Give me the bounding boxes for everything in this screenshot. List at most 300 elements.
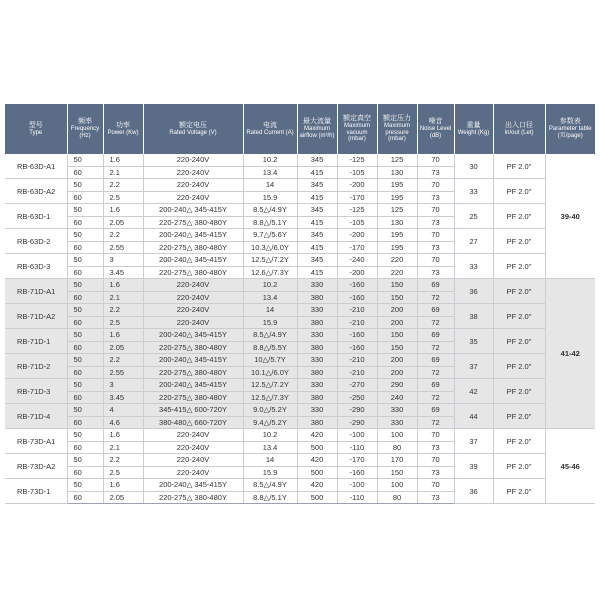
power-cell: 3.45 [103,391,143,404]
port-cell: PF 2.0" [493,354,545,379]
vacuum-cell: -160 [337,329,377,342]
pressure-cell: 150 [377,279,417,292]
column-header-en: Weight (Kg) [457,129,490,136]
current-cell: 12.6△/7.3Y [243,266,297,279]
column-header-zh: 频率 [78,118,92,126]
vacuum-cell: -210 [337,366,377,379]
vacuum-cell: -170 [337,454,377,467]
page-ref-cell: 41-42 [545,279,595,429]
airflow-cell: 380 [297,416,337,429]
noise-cell: 73 [417,166,454,179]
current-cell: 15.9 [243,191,297,204]
column-header [103,104,143,154]
pressure-cell: 290 [377,379,417,392]
column-header [297,104,337,154]
power-cell: 2.5 [103,316,143,329]
power-cell: 1.6 [103,479,143,492]
port-cell: PF 2.0" [493,379,545,404]
table-row [5,404,595,417]
model-cell: RB-71D-2 [5,354,67,379]
current-cell: 12.5△/7.3Y [243,391,297,404]
power-cell: 2.1 [103,441,143,454]
table-row [5,279,595,292]
noise-cell: 72 [417,291,454,304]
voltage-cell: 220-240V [143,179,243,192]
column-header [377,104,417,154]
vacuum-cell: -160 [337,341,377,354]
power-cell: 2.05 [103,491,143,504]
vacuum-cell: -240 [337,254,377,267]
noise-cell: 70 [417,229,454,242]
vacuum-cell: -160 [337,291,377,304]
voltage-cell: 220-240V [143,429,243,442]
column-header [417,104,454,154]
frequency-cell: 50 [67,304,103,317]
weight-cell: 33 [454,254,493,279]
current-cell: 8.8△/5.1Y [243,216,297,229]
pressure-cell: 195 [377,191,417,204]
current-cell: 10.2 [243,154,297,166]
column-header-en: Maximum vacuum (mbar) [343,122,370,143]
airflow-cell: 415 [297,191,337,204]
vacuum-cell: -200 [337,229,377,242]
frequency-cell: 60 [67,266,103,279]
frequency-cell: 50 [67,404,103,417]
vacuum-cell: -210 [337,304,377,317]
current-cell: 9.7△/5.6Y [243,229,297,242]
frequency-cell: 60 [67,366,103,379]
noise-cell: 73 [417,191,454,204]
column-header [545,104,595,154]
voltage-cell: 200-240△ 345-415Y [143,254,243,267]
model-cell: RB-71D-4 [5,404,67,429]
current-cell: 14 [243,179,297,192]
column-header-zh: 电流 [263,121,277,129]
current-cell: 10△/5.7Y [243,354,297,367]
power-cell: 2.1 [103,291,143,304]
airflow-cell: 330 [297,279,337,292]
airflow-cell: 330 [297,354,337,367]
current-cell: 13.4 [243,441,297,454]
current-cell: 8.5△/4.9Y [243,479,297,492]
pressure-cell: 220 [377,254,417,267]
power-cell: 1.6 [103,429,143,442]
frequency-cell: 60 [67,216,103,229]
port-cell: PF 2.0" [493,179,545,204]
port-cell: PF 2.0" [493,154,545,179]
pressure-cell: 150 [377,291,417,304]
airflow-cell: 380 [297,341,337,354]
frequency-cell: 60 [67,441,103,454]
noise-cell: 69 [417,329,454,342]
voltage-cell: 220-240V [143,316,243,329]
vacuum-cell: -160 [337,279,377,292]
voltage-cell: 220-240V [143,191,243,204]
airflow-cell: 500 [297,466,337,479]
current-cell: 8.5△/4.9Y [243,204,297,217]
airflow-cell: 345 [297,254,337,267]
current-cell: 8.8△/5.1Y [243,491,297,504]
current-cell: 15.9 [243,316,297,329]
table-row [5,204,595,217]
column-header-en: Rated Current (A) [246,129,294,136]
vacuum-cell: -250 [337,391,377,404]
voltage-cell: 220-240V [143,154,243,166]
frequency-cell: 50 [67,204,103,217]
pressure-cell: 240 [377,391,417,404]
pressure-cell: 195 [377,241,417,254]
frequency-cell: 50 [67,179,103,192]
frequency-cell: 60 [67,241,103,254]
airflow-cell: 345 [297,229,337,242]
model-cell: RB-63D-2 [5,229,67,254]
voltage-cell: 200-240△ 345-415Y [143,379,243,392]
column-header-en: Parameter table (页/page) [548,126,592,140]
column-header [454,104,493,154]
column-header [67,104,103,154]
current-cell: 8.8△/5.5Y [243,341,297,354]
frequency-cell: 50 [67,354,103,367]
column-header [5,104,67,154]
frequency-cell: 60 [67,191,103,204]
power-cell: 1.6 [103,279,143,292]
frequency-cell: 60 [67,416,103,429]
current-cell: 13.4 [243,291,297,304]
noise-cell: 70 [417,154,454,166]
vacuum-cell: -100 [337,479,377,492]
table-row [5,304,595,317]
vacuum-cell: -160 [337,466,377,479]
frequency-cell: 60 [67,491,103,504]
airflow-cell: 380 [297,291,337,304]
airflow-cell: 330 [297,404,337,417]
weight-cell: 42 [454,379,493,404]
model-cell: RB-63D-A2 [5,179,67,204]
power-cell: 2.2 [103,304,143,317]
frequency-cell: 50 [67,154,103,166]
pressure-cell: 125 [377,154,417,166]
weight-cell: 37 [454,429,493,454]
airflow-cell: 420 [297,454,337,467]
power-cell: 2.05 [103,341,143,354]
pressure-cell: 150 [377,466,417,479]
frequency-cell: 50 [67,379,103,392]
frequency-cell: 60 [67,341,103,354]
table-row [5,379,595,392]
table-row [5,229,595,242]
model-cell: RB-71D-1 [5,329,67,354]
header-row [5,104,595,154]
table-row [5,354,595,367]
noise-cell: 72 [417,341,454,354]
noise-cell: 73 [417,466,454,479]
column-header-zh: 额定压力 [383,114,411,122]
voltage-cell: 200-240△ 345-415Y [143,329,243,342]
weight-cell: 38 [454,304,493,329]
port-cell: PF 2.0" [493,279,545,304]
table-row [5,254,595,267]
airflow-cell: 415 [297,241,337,254]
power-cell: 2.5 [103,466,143,479]
pressure-cell: 150 [377,341,417,354]
current-cell: 14 [243,454,297,467]
port-cell: PF 2.0" [493,254,545,279]
airflow-cell: 380 [297,316,337,329]
column-header-en: Maximum pressure (mbar) [383,122,410,143]
power-cell: 2.55 [103,366,143,379]
power-cell: 2.2 [103,229,143,242]
noise-cell: 69 [417,279,454,292]
column-header [493,104,545,154]
pressure-cell: 170 [377,454,417,467]
vacuum-cell: -270 [337,379,377,392]
airflow-cell: 330 [297,329,337,342]
port-cell: PF 2.0" [493,229,545,254]
frequency-cell: 50 [67,429,103,442]
pressure-cell: 125 [377,204,417,217]
voltage-cell: 220-275△ 380-480Y [143,366,243,379]
column-header [243,104,297,154]
column-header-zh: 噪音 [428,118,443,126]
table-row [5,454,595,467]
model-cell: RB-71D-A2 [5,304,67,329]
column-header [337,104,377,154]
vacuum-cell: -125 [337,154,377,166]
noise-cell: 69 [417,304,454,317]
pressure-cell: 200 [377,316,417,329]
noise-cell: 73 [417,441,454,454]
vacuum-cell: -210 [337,354,377,367]
pressure-cell: 100 [377,429,417,442]
vacuum-cell: -200 [337,266,377,279]
power-cell: 4 [103,404,143,417]
power-cell: 2.05 [103,216,143,229]
port-cell: PF 2.0" [493,404,545,429]
vacuum-cell: -105 [337,166,377,179]
voltage-cell: 200-240△ 345-415Y [143,354,243,367]
frequency-cell: 60 [67,316,103,329]
noise-cell: 73 [417,491,454,504]
vacuum-cell: -170 [337,191,377,204]
pressure-cell: 200 [377,304,417,317]
port-cell: PF 2.0" [493,429,545,454]
column-header-zh: 功率 [116,121,130,129]
column-header [143,104,243,154]
voltage-cell: 220-240V [143,291,243,304]
vacuum-cell: -105 [337,216,377,229]
noise-cell: 70 [417,454,454,467]
noise-cell: 70 [417,429,454,442]
weight-cell: 35 [454,329,493,354]
vacuum-cell: -210 [337,316,377,329]
voltage-cell: 220-240V [143,279,243,292]
power-cell: 1.6 [103,204,143,217]
model-cell: RB-63D-1 [5,204,67,229]
voltage-cell: 220-275△ 380-480Y [143,491,243,504]
frequency-cell: 60 [67,391,103,404]
current-cell: 10.2 [243,279,297,292]
column-header-zh: 重量 [466,121,481,129]
weight-cell: 30 [454,154,493,179]
port-cell: PF 2.0" [493,304,545,329]
port-cell: PF 2.0" [493,479,545,504]
column-header-zh: 型号 [28,121,43,129]
table-row [5,179,595,192]
port-cell: PF 2.0" [493,204,545,229]
noise-cell: 72 [417,391,454,404]
weight-cell: 37 [454,354,493,379]
current-cell: 14 [243,304,297,317]
table-row [5,154,595,166]
power-cell: 2.2 [103,454,143,467]
voltage-cell: 220-275△ 380-480Y [143,391,243,404]
spec-table [5,104,595,504]
current-cell: 9.4△/5.2Y [243,416,297,429]
vacuum-cell: -125 [337,204,377,217]
column-header-zh: 参数表 [559,118,581,126]
table-row [5,329,595,342]
power-cell: 2.2 [103,354,143,367]
voltage-cell: 220-275△ 380-480Y [143,216,243,229]
frequency-cell: 50 [67,454,103,467]
noise-cell: 69 [417,354,454,367]
column-header-en: Maximum airflow (m³/h) [299,126,335,140]
voltage-cell: 220-275△ 380-480Y [143,241,243,254]
power-cell: 1.6 [103,154,143,166]
current-cell: 10.3△/6.0Y [243,241,297,254]
power-cell: 3 [103,379,143,392]
frequency-cell: 50 [67,254,103,267]
current-cell: 9.0△/5.2Y [243,404,297,417]
frequency-cell: 50 [67,279,103,292]
noise-cell: 72 [417,366,454,379]
noise-cell: 73 [417,266,454,279]
voltage-cell: 380-480△ 660-720Y [143,416,243,429]
vacuum-cell: -170 [337,241,377,254]
pressure-cell: 80 [377,441,417,454]
current-cell: 12.5△/7.2Y [243,254,297,267]
pressure-cell: 195 [377,229,417,242]
voltage-cell: 220-240V [143,454,243,467]
model-cell: RB-73D-A2 [5,454,67,479]
vacuum-cell: -110 [337,441,377,454]
pressure-cell: 220 [377,266,417,279]
page-ref-cell: 45-46 [545,429,595,504]
column-header-zh: 额定真空 [343,114,371,122]
pressure-cell: 150 [377,329,417,342]
power-cell: 4.6 [103,416,143,429]
noise-cell: 70 [417,479,454,492]
voltage-cell: 220-240V [143,304,243,317]
pressure-cell: 130 [377,216,417,229]
power-cell: 2.2 [103,179,143,192]
voltage-cell: 200-240△ 345-415Y [143,479,243,492]
model-cell: RB-71D-A1 [5,279,67,304]
noise-cell: 70 [417,254,454,267]
frequency-cell: 60 [67,466,103,479]
airflow-cell: 500 [297,491,337,504]
airflow-cell: 330 [297,304,337,317]
pressure-cell: 330 [377,404,417,417]
noise-cell: 72 [417,316,454,329]
column-header-en: Noise Level (dB) [419,126,452,140]
airflow-cell: 415 [297,166,337,179]
noise-cell: 73 [417,241,454,254]
current-cell: 8.5△/4.9Y [243,329,297,342]
power-cell: 2.1 [103,166,143,179]
power-cell: 2.5 [103,191,143,204]
weight-cell: 44 [454,404,493,429]
current-cell: 15.9 [243,466,297,479]
column-header-zh: 出入口径 [505,121,533,129]
voltage-cell: 220-240V [143,466,243,479]
weight-cell: 39 [454,454,493,479]
vacuum-cell: -200 [337,179,377,192]
airflow-cell: 500 [297,441,337,454]
current-cell: 12.5△/7.2Y [243,379,297,392]
airflow-cell: 420 [297,479,337,492]
airflow-cell: 345 [297,154,337,166]
weight-cell: 36 [454,479,493,504]
weight-cell: 25 [454,204,493,229]
frequency-cell: 50 [67,479,103,492]
power-cell: 3 [103,254,143,267]
model-cell: RB-63D-3 [5,254,67,279]
pressure-cell: 200 [377,354,417,367]
table-body [5,154,595,504]
pressure-cell: 100 [377,479,417,492]
airflow-cell: 415 [297,266,337,279]
column-header-en: Power (Kw) [107,129,139,136]
model-cell: RB-73D-A1 [5,429,67,454]
column-header-en: Type [29,129,43,136]
airflow-cell: 345 [297,179,337,192]
column-header-en: In/out (Let) [504,129,534,136]
table-header [5,104,595,154]
voltage-cell: 220-240V [143,441,243,454]
vacuum-cell: -110 [337,491,377,504]
vacuum-cell: -290 [337,404,377,417]
pressure-cell: 80 [377,491,417,504]
voltage-cell: 345-415△ 600-720Y [143,404,243,417]
pressure-cell: 200 [377,366,417,379]
page-ref-cell: 39-40 [545,154,595,279]
pressure-cell: 330 [377,416,417,429]
current-cell: 10.2 [243,429,297,442]
frequency-cell: 50 [67,229,103,242]
port-cell: PF 2.0" [493,329,545,354]
weight-cell: 27 [454,229,493,254]
airflow-cell: 380 [297,391,337,404]
power-cell: 2.55 [103,241,143,254]
model-cell: RB-73D-1 [5,479,67,504]
noise-cell: 70 [417,179,454,192]
power-cell: 3.45 [103,266,143,279]
column-header-en: Frequency (Hz) [70,126,100,140]
voltage-cell: 200-240△ 345-415Y [143,204,243,217]
airflow-cell: 415 [297,216,337,229]
pressure-cell: 195 [377,179,417,192]
noise-cell: 70 [417,204,454,217]
airflow-cell: 330 [297,379,337,392]
column-header-en: Rated Voltage (V) [169,129,217,136]
frequency-cell: 60 [67,291,103,304]
airflow-cell: 380 [297,366,337,379]
frequency-cell: 50 [67,329,103,342]
weight-cell: 33 [454,179,493,204]
pressure-cell: 130 [377,166,417,179]
noise-cell: 69 [417,379,454,392]
